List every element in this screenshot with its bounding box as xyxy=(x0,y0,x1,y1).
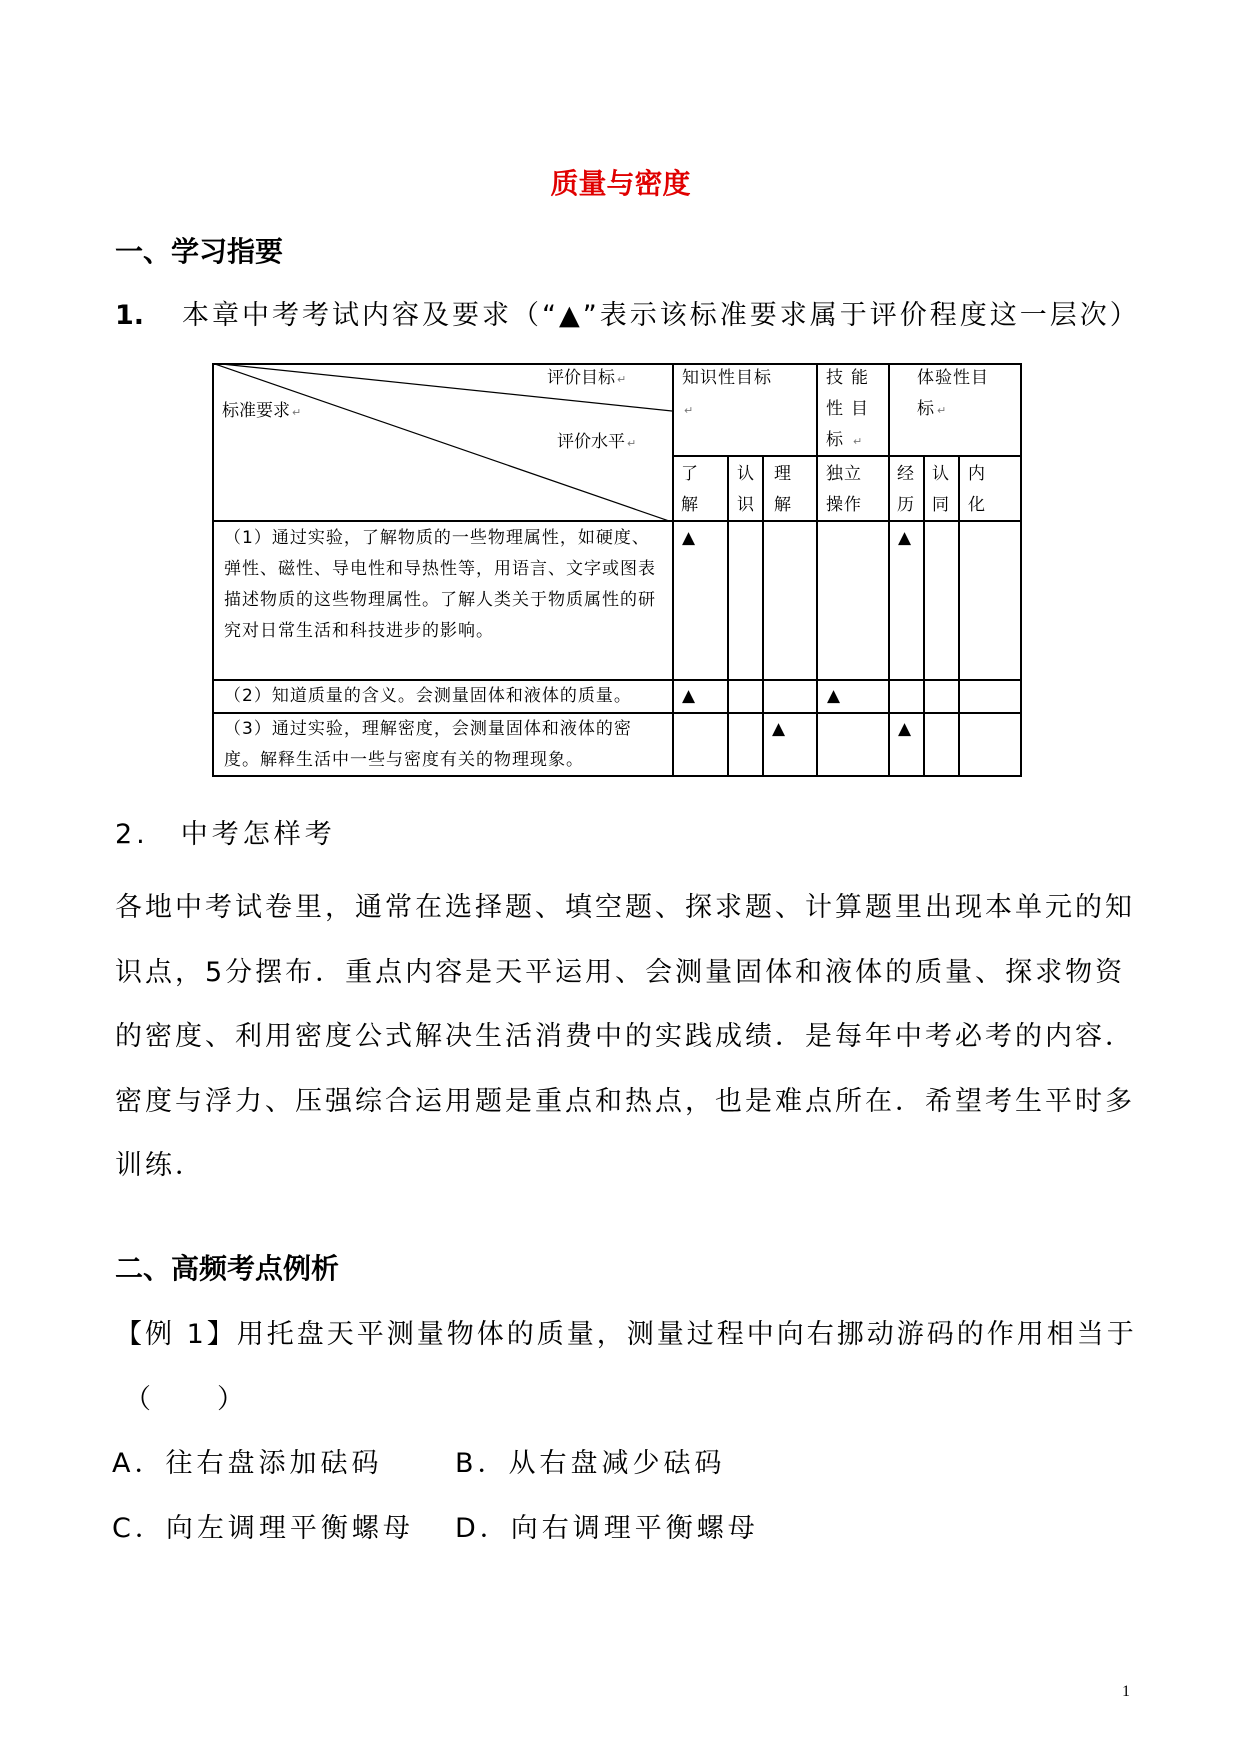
subheader-independent-operation: 独立操作 xyxy=(826,464,862,515)
corner-evaluation-level: 评价水平 ↵ xyxy=(557,432,637,452)
section-heading-1: 一、学习指要 xyxy=(115,235,284,268)
item-2-number: 2. xyxy=(115,819,149,850)
row-1-mark-understand: ▲ xyxy=(682,528,696,548)
row-2-mark-operation: ▲ xyxy=(827,686,841,706)
row-1-mark-experience: ▲ xyxy=(898,528,912,548)
row-3-mark-experience: ▲ xyxy=(898,719,912,739)
item-2 xyxy=(115,812,336,851)
subheader-internalize: 内化 xyxy=(968,464,986,515)
item-1-text: 本章中考考试内容及要求（“▲”表示该标准要求属于评价程度这一层次） xyxy=(182,300,1140,331)
item-2-text: 中考怎样考 xyxy=(180,819,336,850)
subheader-approve: 认同 xyxy=(932,464,950,515)
page-title: 质量与密度 xyxy=(550,167,691,200)
group-skill-header: 技能性目标 ↵ xyxy=(826,368,876,450)
page-number: 1 xyxy=(1122,1683,1130,1700)
example-1-question xyxy=(115,1312,1137,1351)
subheader-experience: 经历 xyxy=(897,464,915,515)
row-3-mark-comprehend: ▲ xyxy=(772,719,786,739)
option-a: A．往右盘添加砝码 xyxy=(112,1448,383,1479)
row-2-mark-understand: ▲ xyxy=(682,686,696,706)
corner-evaluation-target: 评价目标 ↵ xyxy=(547,368,627,388)
row-2-requirement: （2）知道质量的含义。会测量固体和液体的质量。 xyxy=(224,686,632,706)
example-1-label: 【例 1】 xyxy=(115,1319,237,1350)
option-b: B．从右盘减少砝码 xyxy=(455,1448,726,1479)
example-1-question-text: 用托盘天平测量物体的质量，测量过程中向右挪动游码的作用相当于 xyxy=(236,1319,1137,1350)
option-d: D．向右调理平衡螺母 xyxy=(455,1513,759,1544)
subheader-recognize: 认识 xyxy=(737,464,755,515)
group-experience-header: 体验性目标 ↵ xyxy=(917,368,989,419)
exam-description-paragraph: 各地中考试卷里，通常在选择题、填空题、探求题、计算题里出现本单元的知识点，5分摆布．重点内容是天平运用、会测量固体和液体的质量、探求物资的密度、利用密度公式解决生活消费中的实践成绩．是每年中考必考的内容．密度与浮力、压强综合运用题是重点和热点，也是难点所在．希望考生平时多训练． xyxy=(115,892,1135,1181)
item-1 xyxy=(115,293,1140,332)
requirements-table xyxy=(212,363,1022,777)
item-1-number: 1. xyxy=(115,300,145,331)
row-3-requirement: （3）通过实验，理解密度，会测量固体和液体的密度。解释生活中一些与密度有关的物理现象。 xyxy=(224,719,632,770)
subheader-understand-basic: 了解 xyxy=(681,464,699,515)
corner-standard-requirement: 标准要求 ↵ xyxy=(222,401,302,421)
example-1-answer-bracket: （ ） xyxy=(124,1384,248,1415)
option-c: C．向左调理平衡螺母 xyxy=(112,1513,414,1544)
subheader-comprehend: 理解 xyxy=(774,464,792,515)
row-1-requirement: （1）通过实验，了解物质的一些物理属性，如硬度、弹性、磁性、导电性和导热性等，用语言、文字或图表描述物质的这些物理属性。了解人类关于物质属性的研究对日常生活和科技进步的影响。 xyxy=(224,528,656,641)
group-knowledge-header: 知识性目标↵ xyxy=(682,368,772,417)
section-heading-2: 二、高频考点例析 xyxy=(115,1252,340,1285)
